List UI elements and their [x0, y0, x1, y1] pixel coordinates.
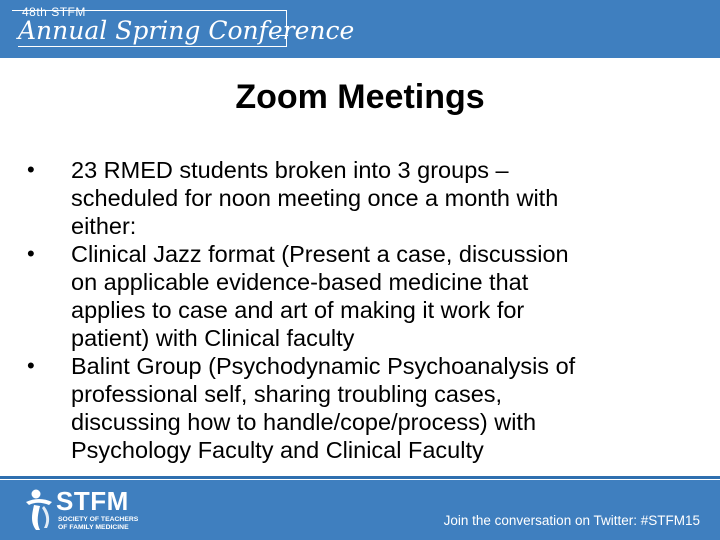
bullet-line: Psychology Faculty and Clinical Faculty: [71, 437, 484, 463]
bullet-line: patient) with Clinical faculty: [71, 325, 355, 351]
bullet-item: [27, 352, 667, 464]
bullet-item: [27, 156, 667, 240]
logo-name: STFM: [56, 486, 129, 516]
bullet-glyph: •: [27, 157, 35, 182]
bullet-line: applies to case and art of making it work for: [71, 297, 525, 323]
twitter-caption: Join the conversation on Twitter: #STFM15: [443, 513, 700, 528]
bullet-line: discussing how to handle/cope/process) with: [71, 409, 537, 435]
bullet-glyph: •: [27, 353, 35, 378]
bullet-glyph: •: [27, 241, 35, 266]
bullet-line: professional self, sharing troubling cases,: [71, 381, 503, 407]
footer-accent-line: [0, 476, 720, 479]
slide-title: [0, 78, 720, 117]
bullet-line: on applicable evidence-based medicine that: [71, 269, 529, 295]
stfm-logo: [22, 486, 142, 534]
logo-subtitle: SOCIETY OF TEACHERS OF FAMILY MEDICINE: [58, 516, 139, 531]
slide-title-text: Zoom Meetings: [235, 78, 485, 116]
bullet-line: 23 RMED students broken into 3 groups –: [71, 157, 509, 183]
bullet-line: scheduled for noon meeting once a month with: [71, 185, 559, 211]
bullet-item: [27, 240, 667, 352]
footer-band: [0, 480, 720, 540]
bullet-line: either:: [71, 213, 137, 239]
bullet-line: Balint Group (Psychodynamic Psychoanalysis of: [71, 353, 576, 379]
header-band: [0, 0, 720, 58]
conference-name: Annual Spring Conference: [18, 16, 355, 45]
header-underline: [18, 46, 286, 47]
conference-edition: 48th STFM: [22, 5, 86, 19]
bullet-line: Clinical Jazz format (Present a case, discussion: [71, 241, 569, 267]
stfm-figure-icon: [22, 488, 56, 532]
bullet-list: [27, 156, 667, 464]
